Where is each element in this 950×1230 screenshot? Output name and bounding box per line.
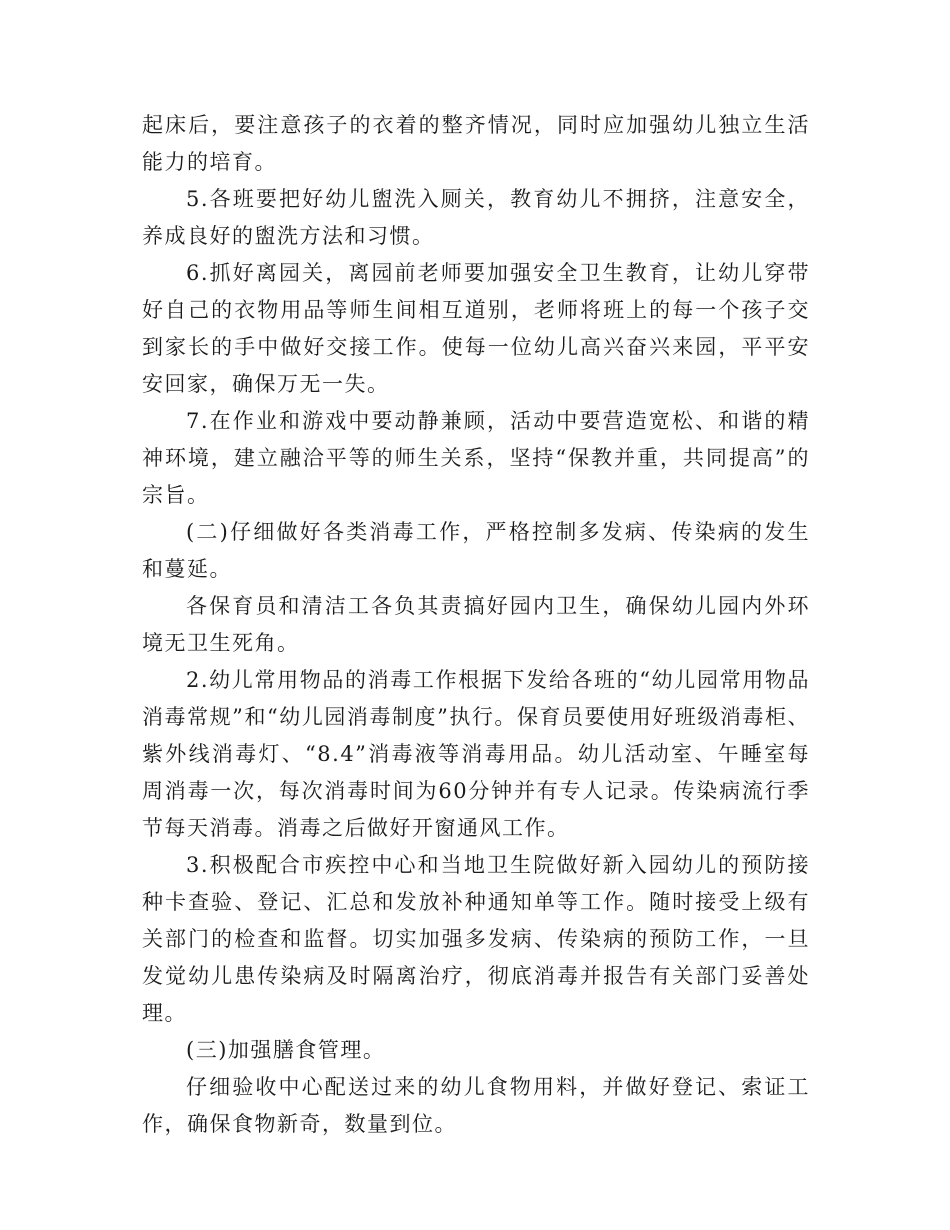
section-heading-2: (二)仔细做好各类消毒工作，严格控制多发病、传染病的发生和蔓延。 <box>142 520 810 581</box>
paragraph-continuation: 起床后，要注意孩子的衣着的整齐情况，同时应加强幼儿独立生活能力的培育。 <box>142 113 810 174</box>
paragraph-item-7: 7.在作业和游戏中要动静兼顾，活动中要营造宽松、和谐的精神环境，建立融洽平等的师生关系，坚持“保教并重，共同提高”的宗旨。 <box>142 409 810 507</box>
paragraph-item-3: 3.积极配合市疾控中心和当地卫生院做好新入园幼儿的预防接种卡查验、登记、汇总和发放补种通知单等工作。随时接受上级有关部门的检查和监督。切实加强多发病、传染病的预防工作，一旦发觉幼儿患传染病及时隔离治疗，彻底消毒并报告有关部门妥善处理。 <box>142 853 810 1025</box>
paragraph-hygiene: 各保育员和清洁工各负其责搞好园内卫生，确保幼儿园内外环境无卫生死角。 <box>142 594 810 655</box>
paragraph-food: 仔细验收中心配送过来的幼儿食物用料，并做好登记、索证工作，确保食物新奇，数量到位。 <box>142 1075 810 1136</box>
paragraph-item-2: 2.幼儿常用物品的消毒工作根据下发给各班的“幼儿园常用物品消毒常规”和“幼儿园消毒制度”执行。保育员要使用好班级消毒柜、紫外线消毒灯、“8.4”消毒液等消毒用品。幼儿活动室、午睡室每周消毒一次，每次消毒时间为60分钟并有专人记录。传染病流行季节每天消毒。消毒之后做好开窗通风工作。 <box>142 668 810 840</box>
document-body <box>142 107 810 1143</box>
paragraph-item-6: 6.抓好离园关，离园前老师要加强安全卫生教育，让幼儿穿带好自己的衣物用品等师生间相互道别，老师将班上的每一个孩子交到家长的手中做好交接工作。使每一位幼儿高兴奋兴来园，平平安安回家，确保万无一失。 <box>142 261 810 396</box>
paragraph-item-5: 5.各班要把好幼儿盥洗入厕关，教育幼儿不拥挤，注意安全，养成良好的盥洗方法和习惯。 <box>142 187 810 248</box>
section-heading-3: (三)加强膳食管理。 <box>186 1038 386 1062</box>
